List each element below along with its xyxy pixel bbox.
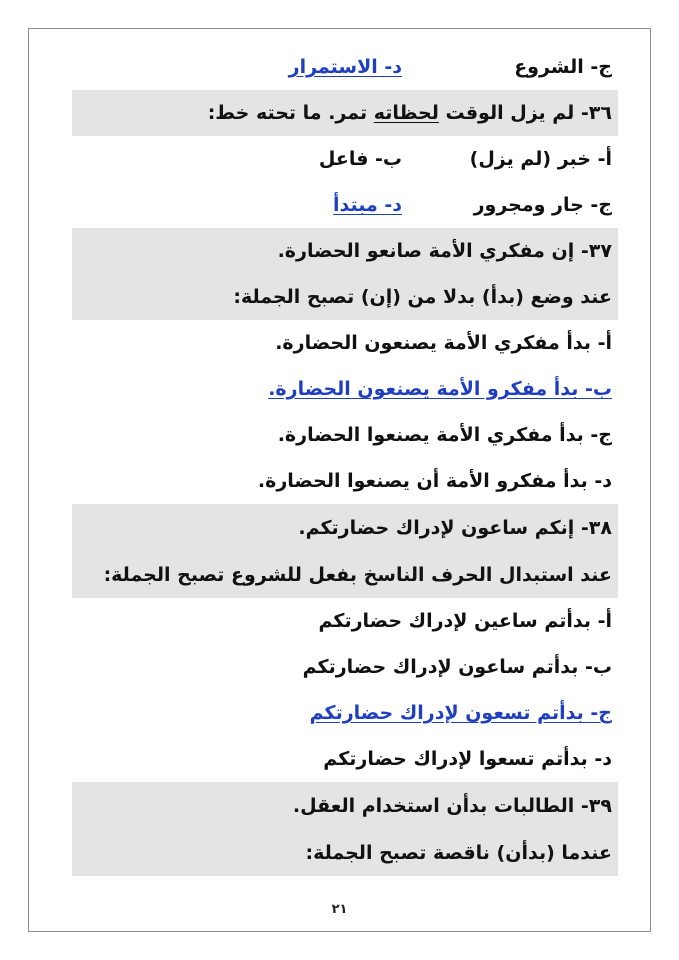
q37-option-c: ج- بدأ مفكري الأمة يصنعوا الحضارة. bbox=[277, 424, 612, 446]
q36-option-b: ب- فاعل bbox=[318, 148, 402, 170]
exam-content bbox=[72, 44, 618, 876]
q38-stem: ٣٨- إنكم ساعون لإدراك حضارتكم. bbox=[72, 504, 618, 552]
q36-stem-suffix: تمر. ما تحته خط: bbox=[207, 102, 374, 124]
q36-option-c: ج- جار ومجرور bbox=[473, 194, 612, 216]
q38-option-d: د- بدأتم تسعوا لإدراك حضارتكم bbox=[323, 748, 612, 770]
q36-stem-prefix: ٣٦- لم يزل الوقت bbox=[438, 102, 612, 124]
q35-option-c: ج- الشروع bbox=[514, 56, 612, 78]
q35-options-cd bbox=[72, 44, 618, 90]
q37-option-a: أ- بدأ مفكري الأمة يصنعون الحضارة. bbox=[275, 332, 612, 354]
q38-option-a: أ- بدأتم ساعين لإدراك حضارتكم bbox=[318, 610, 612, 632]
q36-options-cd bbox=[72, 182, 618, 228]
q35-option-d-correct: د- الاستمرار bbox=[288, 56, 402, 78]
q37-option-b-correct: ب- بدأ مفكرو الأمة يصنعون الحضارة. bbox=[268, 378, 612, 400]
page-number: ٢١ bbox=[331, 902, 348, 917]
q37-stem: ٣٧- إن مفكري الأمة صانعو الحضارة. bbox=[72, 228, 618, 274]
q36-stem bbox=[72, 90, 618, 136]
q36-option-a: أ- خبر (لم يزل) bbox=[469, 148, 612, 170]
q37-instruction: عند وضع (بدأ) بدلا من (إن) تصبح الجملة: bbox=[72, 274, 618, 320]
q39-instruction: عندما (بدأن) ناقصة تصبح الجملة: bbox=[72, 830, 618, 876]
q36-option-d-correct: د- مبتدأ bbox=[332, 194, 402, 216]
q36-stem-underlined-word: لحظاته bbox=[373, 102, 439, 124]
q36-options-ab bbox=[72, 136, 618, 182]
q39-stem: ٣٩- الطالبات بدأن استخدام العقل. bbox=[72, 782, 618, 830]
q37-option-d: د- بدأ مفكرو الأمة أن يصنعوا الحضارة. bbox=[257, 470, 612, 492]
q38-instruction: عند استبدال الحرف الناسخ بفعل للشروع تصبح الجملة: bbox=[72, 552, 618, 598]
q38-option-b: ب- بدأتم ساعون لإدراك حضارتكم bbox=[302, 656, 612, 678]
q38-option-c-correct: ج- بدأتم تسعون لإدراك حضارتكم bbox=[309, 702, 612, 724]
